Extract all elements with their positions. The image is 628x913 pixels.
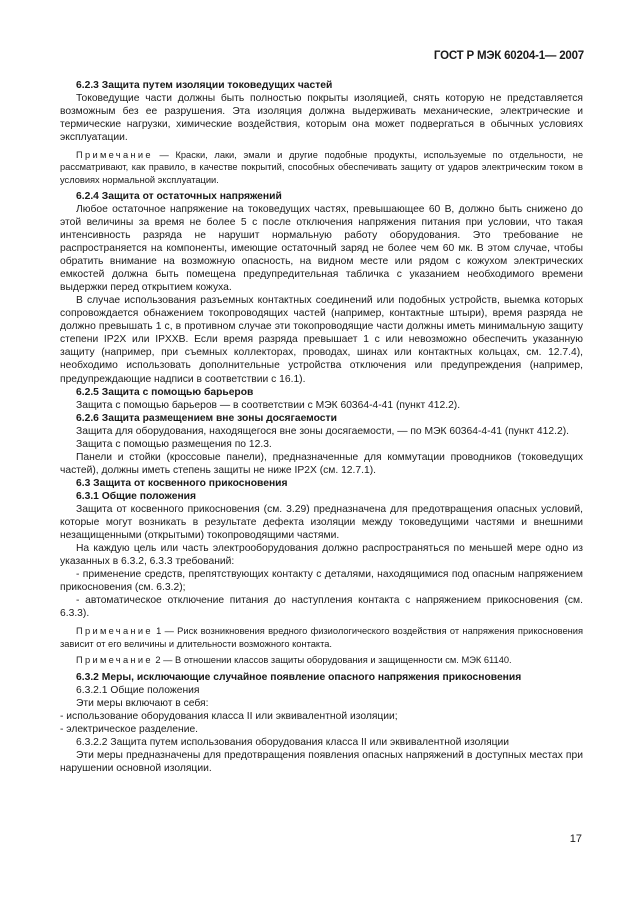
paragraph: Эти меры предназначены для предотвращения появления опасных напряжений в доступных местах при нарушении основной изоляции. [60, 750, 583, 775]
note-2 [60, 654, 583, 666]
note-label: Примечание [76, 626, 153, 637]
paragraph: Токоведущие части должны быть полностью покрыты изоляцией, снять которую не представляется возможным без ее разрушения. Эта изоляция должна выдерживать механические, электрические и термические нагрузки, химические воздействия, которым она может подвергаться в обычных условиях эксплуатации. [60, 93, 583, 144]
note-1 [60, 625, 583, 649]
subheading-6-3-2-1: 6.3.2.1 Общие положения [76, 685, 200, 697]
note-label: Примечание [76, 150, 153, 161]
paragraph: Защита от косвенного прикосновения (см. 3.29) предназначена для предотвращения опасных условий, которые могут возникать в результате дефекта изоляции между токоведущими частями и внешними незащищенными (открытыми) токопроводящими частями. [60, 503, 583, 542]
paragraph: Защита с помощью барьеров — в соответствии с МЭК 60364-4-41 (пункт 412.2). [76, 399, 461, 411]
list-item: - применение средств, препятствующих контакту с деталями, находящимися под опасным напряжением прикосновения (см. 6.3.2); [60, 569, 583, 594]
paragraph: Защита с помощью размещения по 12.3. [76, 438, 272, 450]
note-text: 1 — Риск возникновения вредного физиологического воздействия от напряжения прикосновения зависит от его величины и длительности возможного контакта. [60, 626, 583, 649]
page-number: 17 [569, 833, 582, 845]
page-content [60, 79, 583, 775]
heading-6-3-1: 6.3.1 Общие положения [76, 490, 196, 502]
heading-6-2-4: 6.2.4 Защита от остаточных напряжений [76, 190, 282, 202]
paragraph: Защита для оборудования, находящегося вне зоны досягаемости, — по МЭК 60364-4-41 (пункт 412.2). [76, 425, 569, 437]
paragraph: В случае использования разъемных контактных соединений или подобных устройств, выемка которых сопровождается обнажением токопроводящих частей (например, контактные штыри), время разряда не должно превышать 1 с, в противном случае эти токопроводящие части должны иметь минимальную защиту степени IP2X или IPXXB. Если время разряда превышает 1 с или невозможно обеспечить указанную защиту (например, при съемных коллекторах, проводах, шинах или контактных кольцах, см. 12.7.4), необходимо использовать дополнительные устройства отключения или предупреждения (например, предупреждающие надписи в соответствии с 16.1). [60, 295, 583, 385]
paragraph: Любое остаточное напряжение на токоведущих частях, превышающее 60 В, должно быть снижено до этой величины за время не более 5 с после отключения напряжения питания при условии, что такая интенсивность разряда не нарушит нормальную работу оборудования. Это требование не распространяется на компоненты, имеющие остаточный заряд не более чем 60 мк. В этом случае, чтобы обратить внимание на возможную опасность, на видном месте или рядом с кожухом электрических емкостей должна быть помещена предупредительная табличка с указанием необходимого времени выдержки перед открытием кожуха. [60, 203, 583, 294]
note-label: Примечание [76, 654, 153, 665]
heading-6-3: 6.3 Защита от косвенного прикосновения [76, 477, 288, 489]
note [60, 149, 583, 186]
note-text: — Краски, лаки, эмали и другие подобные продукты, используемые по отдельности, не рассматривают, как правило, в качестве покрытий, способных обеспечивать защиту от ударов электрическим током в условиях нормальной эксплуатации. [60, 150, 583, 185]
list-item: - автоматическое отключение питания до наступления контакта с напряжением прикосновения (см. 6.3.3). [60, 595, 583, 620]
paragraph: На каждую цель или часть электрооборудования должно распространяться по меньшей мере одно из указанных в 6.3.2, 6.3.3 требований: [60, 543, 583, 568]
heading-6-2-6: 6.2.6 Защита размещением вне зоны досягаемости [76, 412, 337, 424]
subheading-6-3-2-2: 6.3.2.2 Защита путем использования оборудования класса II или эквивалентной изоляции [76, 737, 510, 749]
paragraph: Панели и стойки (кроссовые панели), предназначенные для коммутации проводников (токоведущих частей), должны иметь степень защиты не ниже IP2X (см. 12.7.1). [60, 451, 583, 476]
list-item: - электрическое разделение. [60, 724, 199, 736]
note-text: 2 — В отношении классов защиты оборудования и защищенности см. МЭК 61140. [152, 654, 512, 665]
heading-6-3-2: 6.3.2 Меры, исключающие случайное появление опасного напряжения прикосновения [76, 672, 522, 683]
paragraph: Эти меры включают в себя: [76, 698, 209, 710]
list-item: - использование оборудования класса II или эквивалентной изоляции; [60, 711, 398, 723]
document-code-header: ГОСТ Р МЭК 60204-1— 2007 [433, 50, 584, 62]
heading-6-2-3: 6.2.3 Защита путем изоляции токоведущих частей [76, 80, 333, 91]
heading-6-2-5: 6.2.5 Защита с помощью барьеров [76, 386, 254, 398]
